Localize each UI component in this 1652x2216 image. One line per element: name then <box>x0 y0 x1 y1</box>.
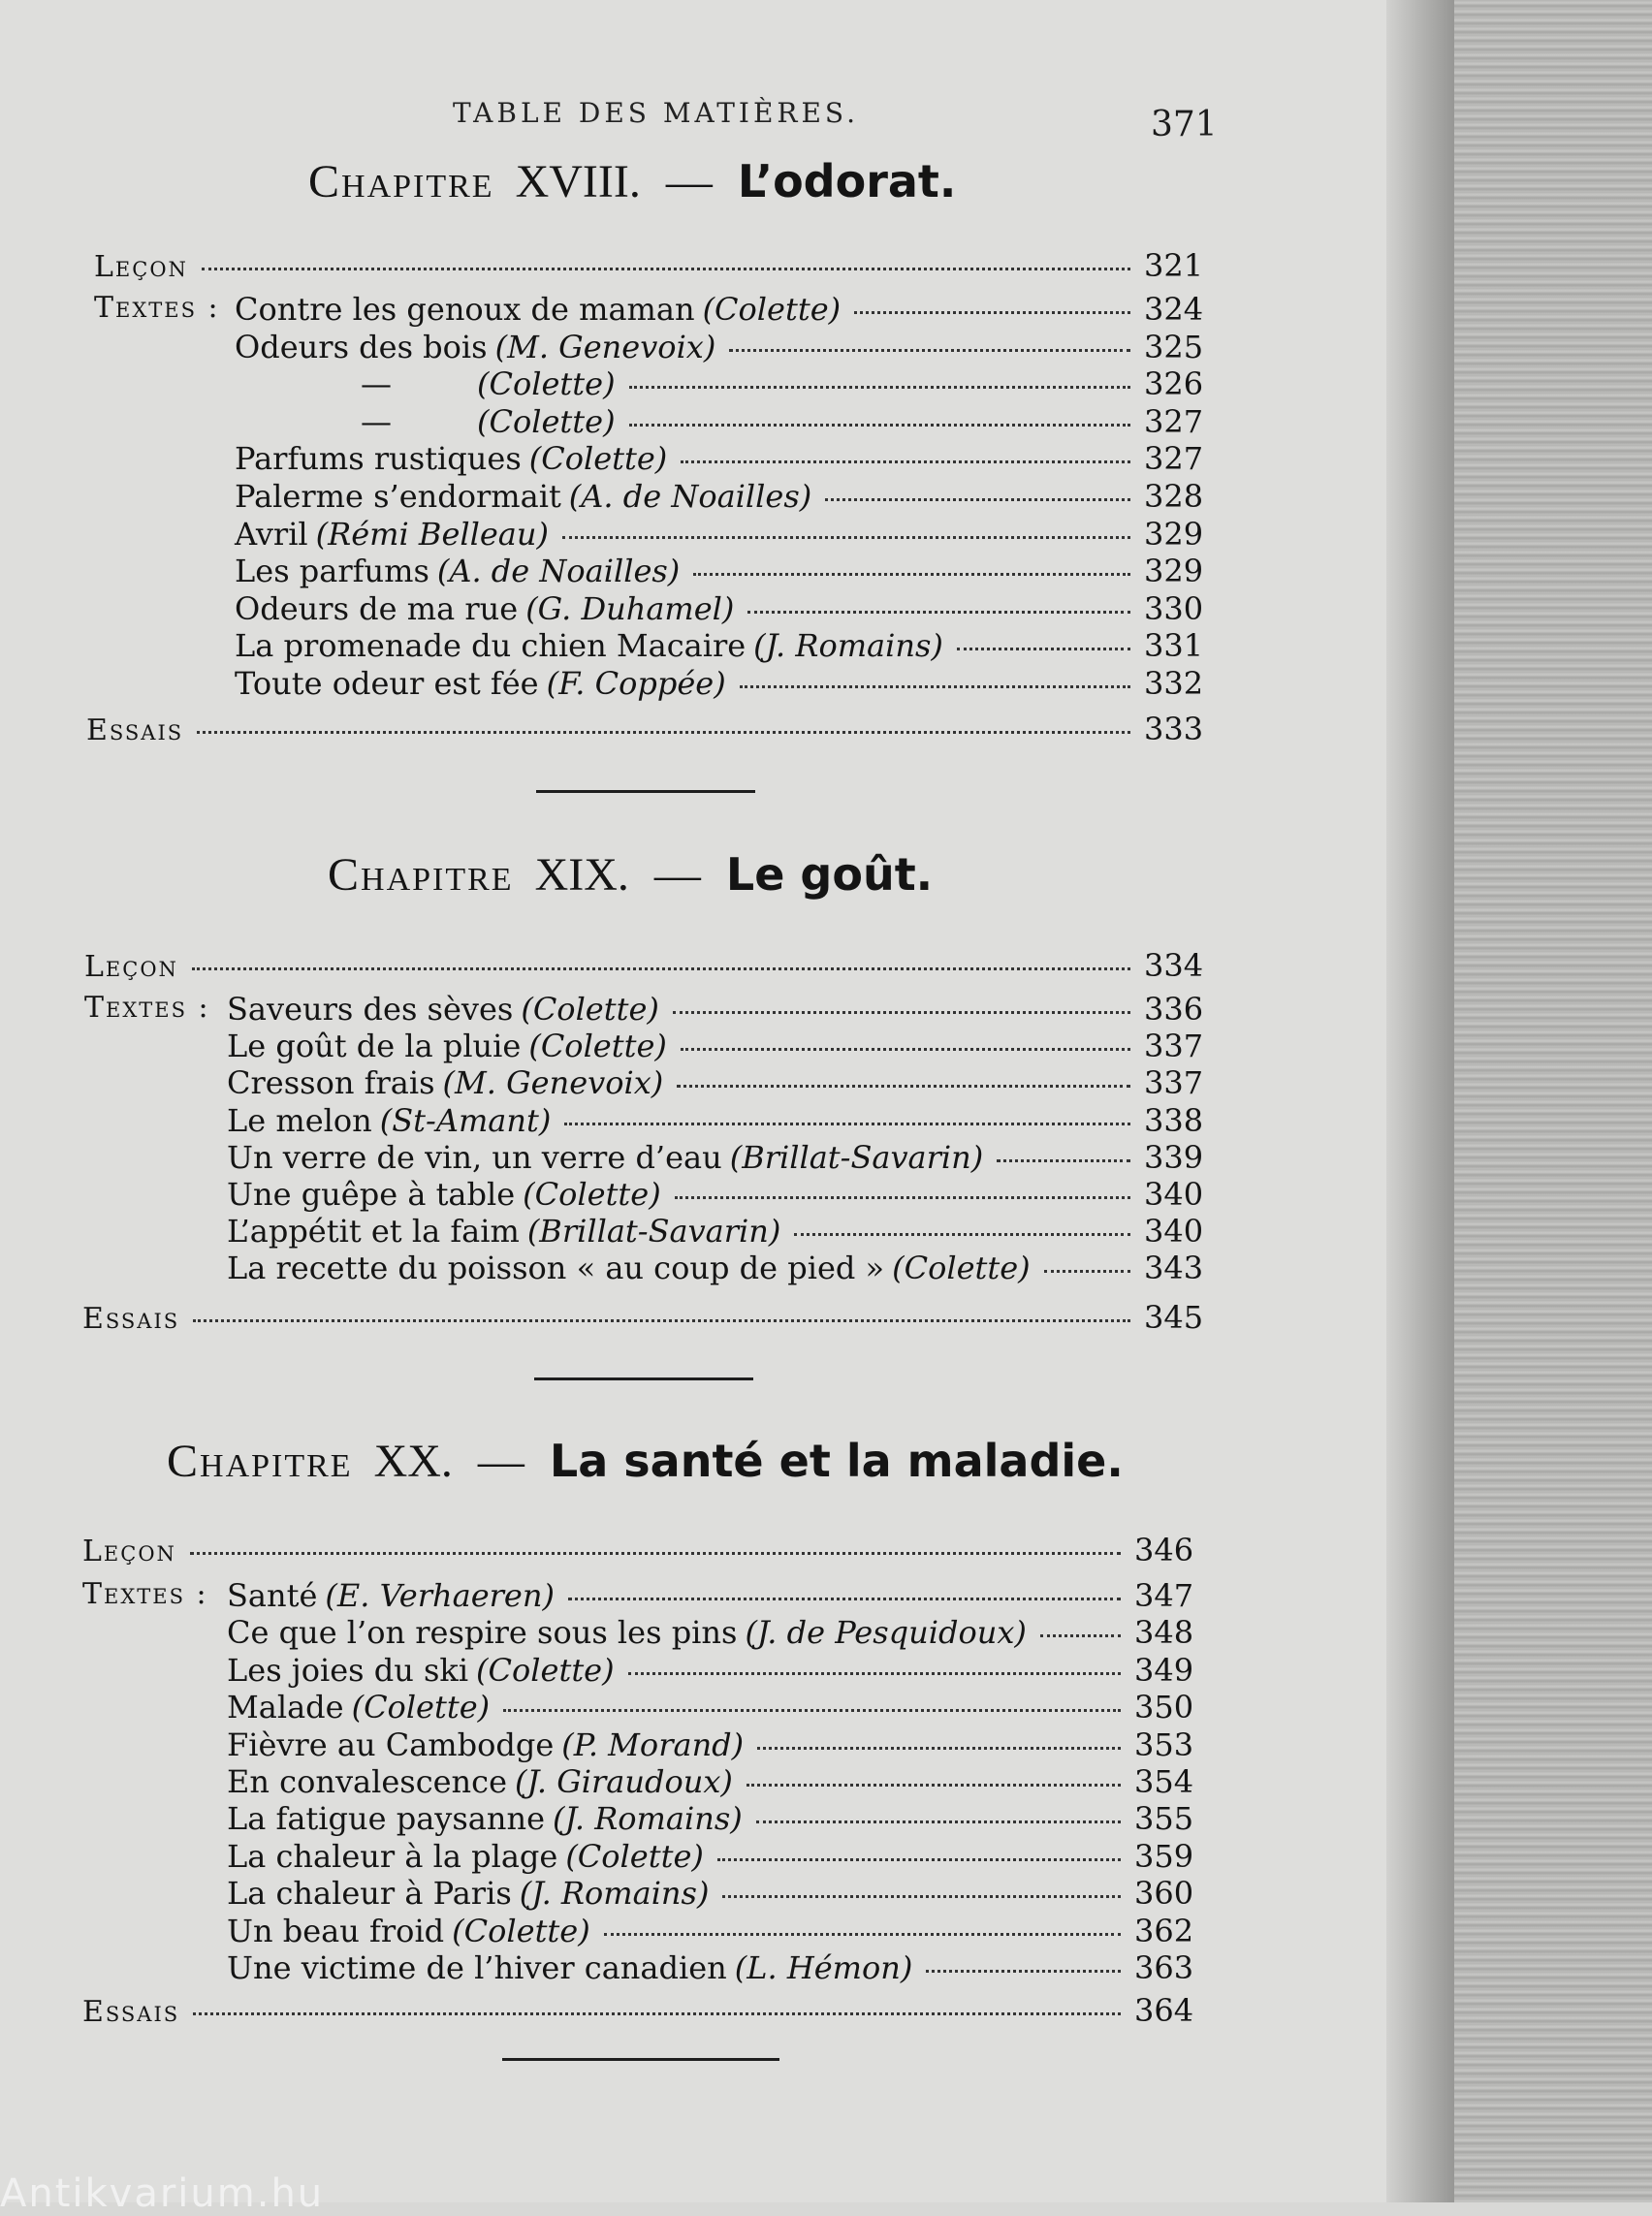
text-entry <box>235 365 1202 404</box>
page-ref: 345 <box>1144 1299 1204 1336</box>
page-ref: 337 <box>1144 1064 1204 1101</box>
text-title: Les joies du ski <box>227 1652 469 1689</box>
text-title: La fatigue paysanne <box>227 1800 546 1837</box>
page-ref: 327 <box>1144 403 1204 440</box>
text-entry <box>227 1213 1202 1251</box>
page-ref: 347 <box>1134 1577 1194 1614</box>
text-entry <box>227 1176 1202 1215</box>
page-ref: 353 <box>1134 1726 1194 1763</box>
page-ref: 343 <box>1144 1250 1204 1286</box>
text-entry <box>235 478 1202 517</box>
text-entry <box>227 1800 1192 1839</box>
text-author: (J. Romains) <box>753 627 943 664</box>
dot-leader <box>681 460 1130 463</box>
lecon-label: Leçon <box>94 250 188 284</box>
lecon-label: Leçon <box>84 950 178 984</box>
textes-label: Textes : <box>82 1577 208 1611</box>
dot-leader <box>756 1820 1121 1823</box>
text-author: (L. Hémon) <box>734 1949 913 1986</box>
page-ref: 363 <box>1134 1949 1194 1986</box>
page-ref: 364 <box>1134 1992 1194 2029</box>
text-entry <box>227 1652 1192 1691</box>
page-ref: 359 <box>1134 1838 1194 1875</box>
text-entry <box>235 627 1202 666</box>
text-author: (J. de Pesquidoux) <box>745 1614 1027 1651</box>
chapter-title: La santé et la maladie. <box>549 1435 1124 1487</box>
dot-leader <box>854 311 1130 314</box>
text-author: (Colette) <box>477 365 616 402</box>
book-page-right-edge <box>1454 0 1652 2202</box>
page-ref: 327 <box>1144 440 1204 477</box>
essais-row <box>82 1299 1202 1338</box>
text-title: Contre les genoux de maman <box>235 291 695 328</box>
dot-leader <box>957 648 1130 650</box>
lecon-row <box>94 247 1202 286</box>
page-ref: 325 <box>1144 329 1204 365</box>
text-author: (Brillat-Savarin) <box>526 1213 781 1250</box>
page-ref: 333 <box>1144 711 1204 747</box>
page-ref: 332 <box>1144 665 1204 702</box>
dot-leader <box>675 1196 1130 1199</box>
dot-leader <box>740 685 1130 688</box>
dot-leader <box>722 1895 1121 1898</box>
text-title: Ce que l’on respire sous les pins <box>227 1614 738 1651</box>
dot-leader <box>192 967 1130 970</box>
page-ref: 340 <box>1144 1213 1204 1250</box>
text-title: Avril <box>235 516 308 553</box>
page-ref: 336 <box>1144 991 1204 1028</box>
chapter-heading-19 <box>328 848 933 902</box>
section-divider <box>536 790 755 793</box>
page-ref: 329 <box>1144 553 1204 589</box>
text-author: (Colette) <box>702 291 842 328</box>
dot-leader <box>673 1011 1130 1014</box>
dot-leader <box>193 1319 1130 1322</box>
text-author: (Colette) <box>476 1652 615 1689</box>
dot-leader <box>629 386 1130 389</box>
text-entry <box>227 1102 1202 1141</box>
page-ref: 360 <box>1134 1875 1194 1912</box>
text-author: (Colette) <box>528 1028 667 1064</box>
dot-leader <box>628 1672 1121 1675</box>
text-entry <box>227 1250 1202 1288</box>
text-author: (Colette) <box>565 1838 704 1875</box>
text-entry <box>227 1577 1192 1616</box>
dot-leader <box>193 2012 1121 2015</box>
text-entry <box>227 1614 1192 1653</box>
essais-label: Essais <box>82 1302 180 1336</box>
dot-leader <box>997 1159 1130 1162</box>
page-ref: 362 <box>1134 1913 1194 1949</box>
text-title: Cresson frais <box>227 1064 435 1101</box>
dot-leader <box>568 1598 1121 1600</box>
page-ref: 324 <box>1144 291 1204 328</box>
lecon-row <box>84 947 1202 986</box>
text-entry <box>235 440 1202 479</box>
text-title: Le goût de la pluie <box>227 1028 522 1064</box>
text-title: Saveurs des sèves <box>227 991 514 1028</box>
chapter-label: Chapitre <box>167 1436 353 1487</box>
text-title: En convalescence <box>227 1763 508 1800</box>
text-title: La chaleur à la plage <box>227 1838 558 1875</box>
text-title: Un beau froid <box>227 1913 445 1949</box>
dot-leader <box>1044 1270 1130 1273</box>
chapter-title: Le goût. <box>725 848 934 901</box>
page-ref: 337 <box>1144 1028 1204 1064</box>
text-entry <box>227 1875 1192 1914</box>
dot-leader <box>757 1747 1121 1750</box>
text-title: Toute odeur est fée <box>235 665 539 702</box>
ditto-mark: — <box>361 365 392 402</box>
dot-leader <box>677 1085 1130 1088</box>
textes-label: Textes : <box>94 291 220 325</box>
book-gutter <box>1386 0 1464 2202</box>
dot-leader <box>926 1970 1121 1973</box>
page-ref: 354 <box>1134 1763 1194 1800</box>
ditto-mark: — <box>361 403 392 440</box>
dot-leader <box>693 573 1130 576</box>
chapter-dash: — <box>653 849 701 901</box>
page-ref: 339 <box>1144 1139 1204 1176</box>
text-entry <box>227 1028 1202 1066</box>
section-divider <box>534 1377 753 1380</box>
text-entry <box>227 1064 1202 1103</box>
dot-leader <box>681 1048 1130 1051</box>
page-ref: 326 <box>1144 365 1204 402</box>
page-ref: 329 <box>1144 516 1204 553</box>
text-author: (M. Genevoix) <box>494 329 716 365</box>
dot-leader <box>629 424 1130 427</box>
dot-leader <box>729 349 1130 352</box>
text-entry <box>227 1838 1192 1877</box>
dot-leader <box>794 1233 1130 1236</box>
chapter-dash: — <box>477 1436 524 1487</box>
dot-leader <box>604 1933 1121 1936</box>
page-ref: 331 <box>1144 627 1204 664</box>
page-ref: 334 <box>1144 947 1204 984</box>
dot-leader <box>190 1552 1121 1555</box>
page-ref: 348 <box>1134 1614 1194 1651</box>
text-author: (F. Coppée) <box>546 665 726 702</box>
page-ref: 355 <box>1134 1800 1194 1837</box>
essais-row <box>82 1992 1192 2031</box>
section-divider <box>502 2058 779 2061</box>
text-author: (M. Genevoix) <box>442 1064 664 1101</box>
text-author: (A. de Noailles) <box>568 478 812 515</box>
dot-leader <box>1040 1634 1121 1637</box>
text-title: Palerme s’endormait <box>235 478 561 515</box>
text-entry <box>235 516 1202 554</box>
text-author: (E. Verhaeren) <box>325 1577 555 1614</box>
dot-leader <box>825 498 1130 501</box>
text-author: (Colette) <box>523 1176 661 1213</box>
dot-leader <box>197 731 1130 734</box>
text-title: L’appétit et la faim <box>227 1213 520 1250</box>
page-ref: 321 <box>1144 247 1204 284</box>
dot-leader <box>747 611 1130 614</box>
essais-row <box>86 711 1202 749</box>
text-entry <box>235 665 1202 704</box>
text-author: (Colette) <box>892 1250 1031 1286</box>
text-title: Une guêpe à table <box>227 1176 516 1213</box>
lecon-label: Leçon <box>82 1535 176 1568</box>
text-author: (Colette) <box>452 1913 590 1949</box>
dot-leader <box>562 536 1130 539</box>
dot-leader <box>747 1784 1121 1787</box>
text-author: (Colette) <box>477 403 616 440</box>
text-author: (P. Morand) <box>561 1726 745 1763</box>
page-ref: 338 <box>1144 1102 1204 1139</box>
text-title: Une victime de l’hiver canadien <box>227 1949 727 1986</box>
watermark: Antikvarium.hu <box>0 2171 325 2216</box>
dot-leader <box>503 1709 1121 1712</box>
running-head: TABLE DES MATIÈRES. <box>453 97 859 129</box>
text-author: (A. de Noailles) <box>436 553 681 589</box>
essais-label: Essais <box>86 713 184 747</box>
text-title: La promenade du chien Macaire <box>235 627 747 664</box>
essais-label: Essais <box>82 1995 180 2029</box>
lecon-row <box>82 1532 1192 1570</box>
page-ref: 328 <box>1144 478 1204 515</box>
text-entry <box>227 1139 1202 1178</box>
text-title: Odeurs des bois <box>235 329 488 365</box>
text-title: Un verre de vin, un verre d’eau <box>227 1139 722 1176</box>
text-author: (Brillat-Savarin) <box>729 1139 984 1176</box>
textes-label: Textes : <box>84 991 210 1025</box>
text-author: (Rémi Belleau) <box>315 516 549 553</box>
text-entry <box>235 291 1202 330</box>
text-entry <box>227 1726 1192 1765</box>
text-title: Le melon <box>227 1102 372 1139</box>
text-title: Odeurs de ma rue <box>235 590 519 627</box>
chapter-number: XX. <box>373 1436 453 1487</box>
page-ref: 330 <box>1144 590 1204 627</box>
text-title: Les parfums <box>235 553 429 589</box>
text-author: (Colette) <box>528 440 668 477</box>
page-ref: 346 <box>1134 1532 1194 1568</box>
text-title: Parfums rustiques <box>235 440 522 477</box>
chapter-label: Chapitre <box>328 849 514 901</box>
text-title: La recette du poisson « au coup de pied » <box>227 1250 885 1286</box>
text-title: Fièvre au Cambodge <box>227 1726 555 1763</box>
text-entry <box>227 1949 1192 1988</box>
text-author: (Colette) <box>521 991 659 1028</box>
text-author: (J. Romains) <box>519 1875 710 1912</box>
text-title: Santé <box>227 1577 318 1614</box>
text-title: La chaleur à Paris <box>227 1875 512 1912</box>
text-entry <box>235 590 1202 629</box>
chapter-number: XIX. <box>534 849 629 901</box>
text-entry <box>235 329 1202 367</box>
chapter-dash: — <box>665 156 713 207</box>
text-author: (J. Romains) <box>553 1800 743 1837</box>
page-ref: 340 <box>1144 1176 1204 1213</box>
text-entry <box>235 403 1202 442</box>
chapter-heading-18 <box>308 155 956 208</box>
page-number: 371 <box>1151 105 1218 144</box>
text-entry <box>227 1763 1192 1802</box>
chapter-label: Chapitre <box>308 156 494 207</box>
text-entry <box>227 1913 1192 1951</box>
text-author: (St-Amant) <box>379 1102 552 1139</box>
dot-leader <box>717 1858 1121 1861</box>
chapter-number: XVIII. <box>515 156 641 207</box>
text-title: Malade <box>227 1689 344 1725</box>
dot-leader <box>564 1123 1130 1125</box>
chapter-heading-20 <box>167 1435 1124 1488</box>
text-entry <box>227 1689 1192 1727</box>
text-author: (Colette) <box>351 1689 491 1725</box>
text-author: (J. Giraudoux) <box>515 1763 733 1800</box>
text-author: (G. Duhamel) <box>525 590 735 627</box>
page-ref: 350 <box>1134 1689 1194 1725</box>
dot-leader <box>202 268 1130 270</box>
chapter-title: L’odorat. <box>737 155 957 207</box>
page-ref: 349 <box>1134 1652 1194 1689</box>
text-entry <box>227 991 1202 1029</box>
text-entry <box>235 553 1202 591</box>
